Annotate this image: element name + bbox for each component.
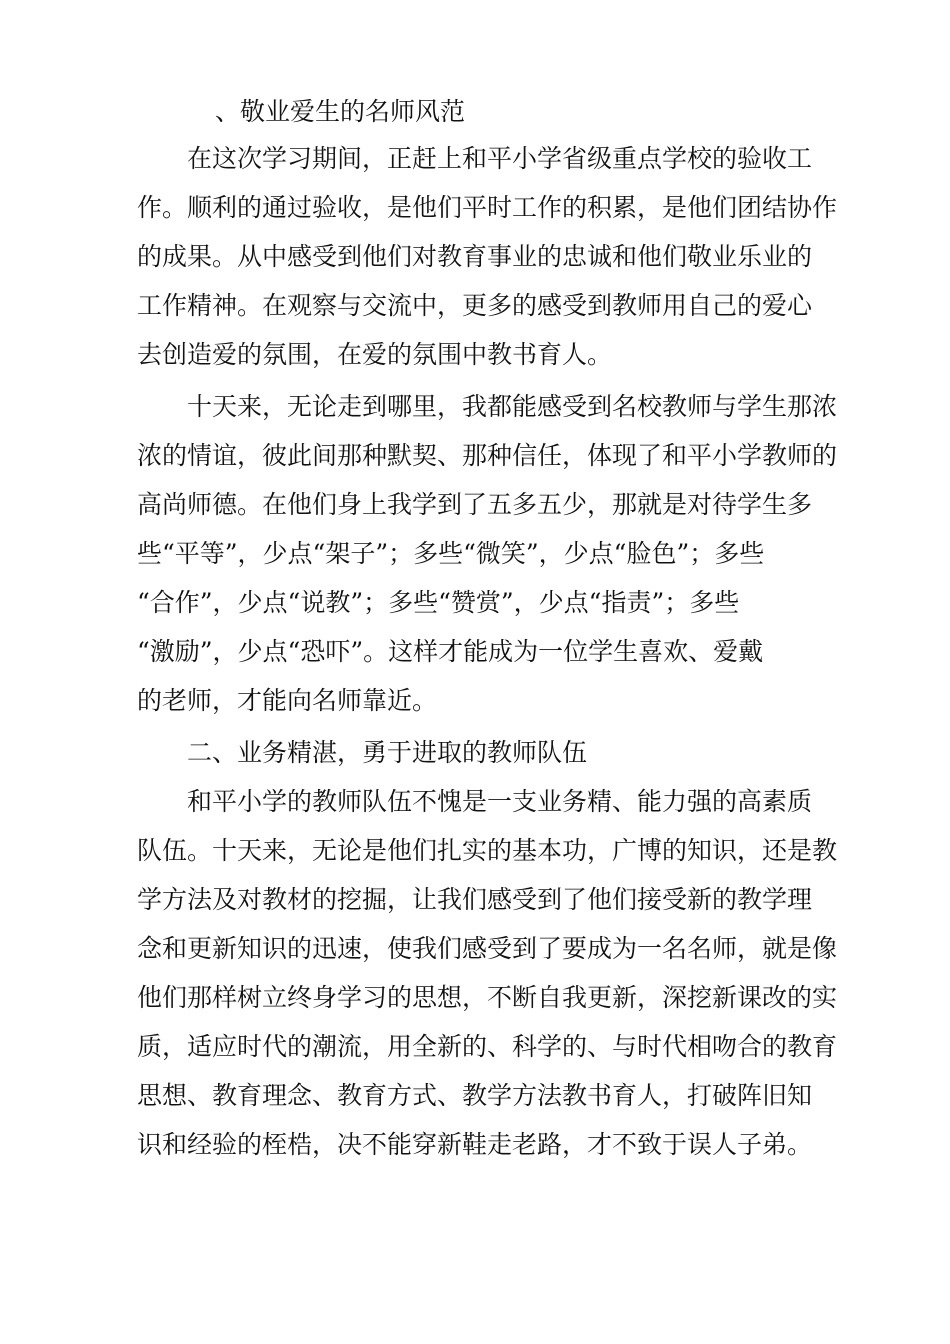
paragraph-line: 和平小学的教师队伍不愧是一支业务精、能力强的高素质 <box>187 787 813 816</box>
paragraph-line: 在这次学习期间，正赶上和平小学省级重点学校的验收工 <box>187 144 813 173</box>
paragraph-line: 的老师，才能向名师靠近。 <box>137 686 438 715</box>
paragraph-line: 工作精神。在观察与交流中，更多的感受到教师用自己的爱心 <box>137 291 813 320</box>
paragraph-line: 浓的情谊，彼此间那种默契、那种信任，体现了和平小学教师的 <box>137 441 838 470</box>
paragraph-line: 作。顺利的通过验收，是他们平时工作的积累，是他们团结协作 <box>137 193 838 222</box>
paragraph-line: 的成果。从中感受到他们对教育事业的忠诚和他们敬业乐业的 <box>137 242 813 271</box>
paragraph-line: 念和更新知识的迅速，使我们感受到了要成为一名名师，就是像 <box>137 934 838 963</box>
paragraph-line: 十天来，无论走到哪里，我都能感受到名校教师与学生那浓 <box>187 392 838 421</box>
paragraph-line: “激励”，少点“恐吓”。这样才能成为一位学生喜欢、爱戴 <box>137 637 764 666</box>
paragraph-line: 去创造爱的氛围，在爱的氛围中教书育人。 <box>137 340 613 369</box>
paragraph-line: 思想、教育理念、教育方式、教学方法教书育人，打破阵旧知 <box>137 1081 813 1110</box>
paragraph-line: 队伍。十天来，无论是他们扎实的基本功，广博的知识，还是教 <box>137 836 838 865</box>
section-heading: 、敬业爱生的名师风范 <box>215 97 466 126</box>
paragraph-line: 学方法及对教材的挖掘，让我们感受到了他们接受新的教学理 <box>137 885 813 914</box>
paragraph-line: 识和经验的桎梏，决不能穿新鞋走老路，才不致于误人子弟。 <box>137 1130 813 1159</box>
paragraph-line: 高尚师德。在他们身上我学到了五多五少，那就是对待学生多 <box>137 490 813 519</box>
paragraph-line: 些“平等”，少点“架子”；多些“微笑”，少点“脸色”；多些 <box>137 539 765 568</box>
paragraph-line: “合作”，少点“说教”；多些“赞赏”，少点“指责”；多些 <box>137 588 740 617</box>
section-heading: 二、业务精湛，勇于进取的教师队伍 <box>187 738 588 767</box>
paragraph-line: 质，适应时代的潮流，用全新的、科学的、与时代相吻合的教育 <box>137 1032 838 1061</box>
paragraph-line: 他们那样树立终身学习的思想，不断自我更新，深挖新课改的实 <box>137 983 838 1012</box>
